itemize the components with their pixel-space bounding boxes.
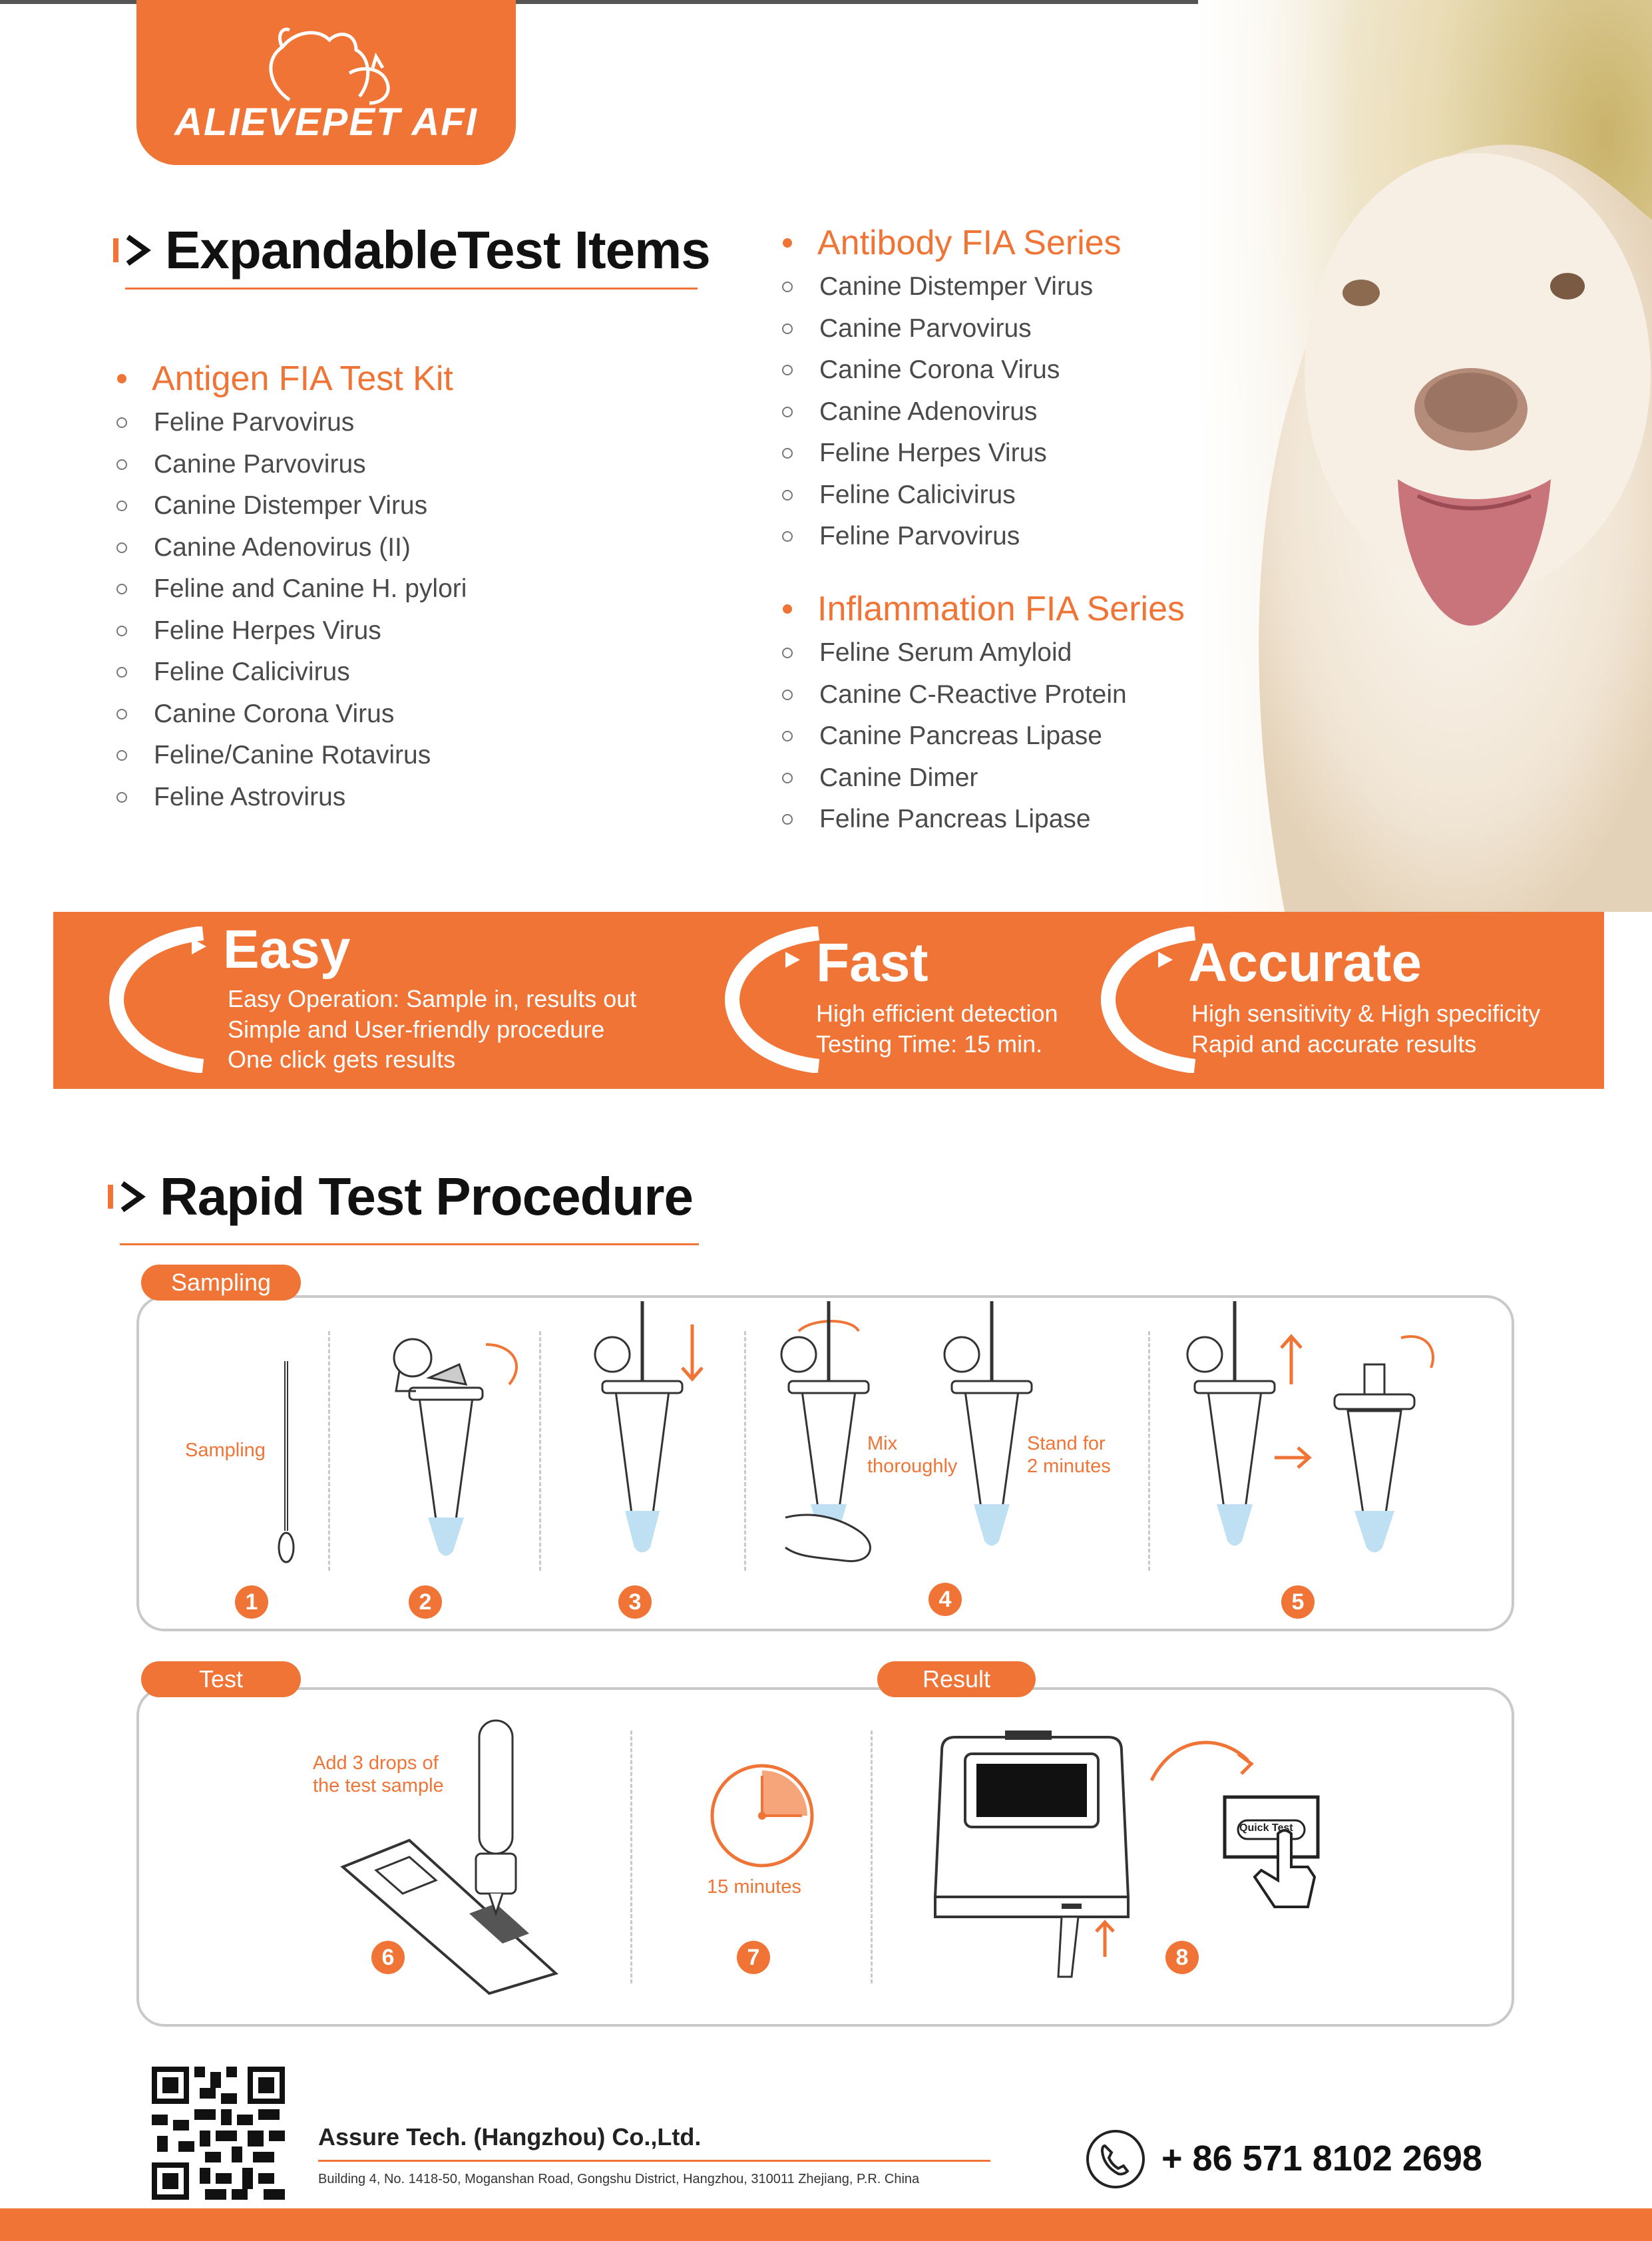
test-pill: Test [141,1661,301,1697]
divider [871,1731,873,1983]
feature-line: Testing Time: 15 min. [816,1030,1043,1058]
feature-line: Simple and User-friendly procedure [228,1016,605,1043]
phone-number[interactable]: + 86 571 8102 2698 [1161,2139,1482,2178]
list-item: Canine Adenovirus [777,391,1122,433]
feature-line: One click gets results [228,1046,456,1073]
list-item: Canine Pancreas Lipase [777,715,1185,757]
list-item: Feline Serum Amyloid [777,632,1185,674]
list-item: Canine Parvovirus [112,444,467,486]
step-number: 6 [371,1941,405,1974]
dog-photo [1198,0,1652,912]
stand-note: Stand for 2 minutes [1027,1433,1111,1477]
feature-line: Rapid and accurate results [1191,1030,1477,1058]
list-item: Feline Herpes Virus [777,433,1122,475]
divider [1148,1331,1150,1571]
tube-cap-icon [1175,1298,1468,1571]
list-item: Canine Corona Virus [112,694,467,735]
divider [744,1331,746,1571]
feature-easy [53,912,719,1089]
list-item: Canine Distemper Virus [112,485,467,527]
list-item: Canine Corona Virus [777,349,1122,391]
mix-note: Mix thoroughly [867,1433,958,1477]
list-heading: Inflammation FIA Series [777,586,1185,632]
feature-title: Accurate [1188,932,1422,993]
list-item: Canine Adenovirus (II) [112,527,467,569]
divider [630,1731,632,1983]
sampling-note: Sampling [185,1440,266,1461]
section-title: ExpandableTest Items [165,220,710,280]
step-number: 7 [737,1941,770,1974]
bottom-bar [0,2208,1652,2241]
step-number: 1 [235,1585,268,1619]
phone-icon [1086,2130,1145,2188]
dog-cat-logo-icon [243,20,416,106]
section-underline [125,288,698,290]
list-heading: Antibody FIA Series [777,220,1122,266]
antigen-list [112,355,467,818]
feature-line: High sensitivity & High specificity [1191,1000,1541,1027]
feature-line: Easy Operation: Sample in, results out [228,985,637,1012]
company-address: Building 4, No. 1418-50, Moganshan Road, Gongshu District, Hangzhou, 310011 Zhejiang, P.R. China [318,2172,920,2186]
company-underline [318,2160,990,2162]
list-item: Feline and Canine H. pylori [112,568,467,610]
company-name: Assure Tech. (Hangzhou) Co.,Ltd. [318,2123,702,2150]
timer-icon [709,1762,815,1869]
step-number: 4 [929,1583,962,1616]
list-item: Feline Parvovirus [777,516,1122,558]
antibody-list [777,220,1122,558]
divider [539,1331,541,1571]
step-number: 8 [1165,1941,1199,1974]
list-item: Canine Distemper Virus [777,266,1122,308]
feature-title: Fast [816,932,929,993]
feature-banner [53,912,1604,1089]
step-number: 2 [409,1585,442,1619]
quick-test-tap-icon [1148,1734,1328,1934]
feature-line: High efficient detection [816,1000,1058,1027]
chevron-right-icon [113,230,153,270]
list-item: Feline Calicivirus [112,652,467,694]
brand-logo [136,0,516,165]
list-item: Feline Parvovirus [112,402,467,444]
feature-title: Easy [223,919,351,980]
arc-icon [719,926,832,1073]
swab-icon [273,1358,300,1564]
procedure-heading [108,1166,693,1227]
list-item: Feline Calicivirus [777,475,1122,516]
list-heading: Antigen FIA Test Kit [112,355,467,402]
list-item: Canine C-Reactive Protein [777,674,1185,716]
logo-text: ALIEVEPET AFI [174,101,478,144]
feature-accurate [1095,912,1604,1089]
result-pill: Result [877,1661,1036,1697]
list-item: Canine Parvovirus [777,308,1122,350]
tube-open-icon [366,1331,526,1571]
timer-note: 15 minutes [707,1876,801,1898]
quick-test-button-label: Quick Test [1239,1822,1293,1834]
tube-swab-icon [576,1298,709,1571]
list-item: Feline/Canine Rotavirus [112,735,467,777]
section-title: Rapid Test Procedure [160,1167,693,1226]
list-item: Feline Pancreas Lipase [777,799,1185,841]
expandable-heading [113,220,710,281]
chevron-right-icon [108,1177,148,1217]
step-number: 5 [1281,1585,1315,1619]
feature-fast [719,912,1118,1089]
list-item: Canine Dimer [777,757,1185,799]
drops-note: Add 3 drops of the test sample [313,1752,444,1796]
section-underline [120,1243,699,1245]
sampling-pill: Sampling [141,1265,301,1301]
list-item: Feline Herpes Virus [112,610,467,652]
qr-code-icon [152,2067,285,2200]
test-card-dropper-icon [336,1721,562,1993]
inflammation-list [777,586,1185,841]
divider [328,1331,330,1571]
list-item: Feline Astrovirus [112,777,467,819]
step-number: 3 [618,1585,652,1619]
analyzer-device-icon [929,1724,1135,1977]
